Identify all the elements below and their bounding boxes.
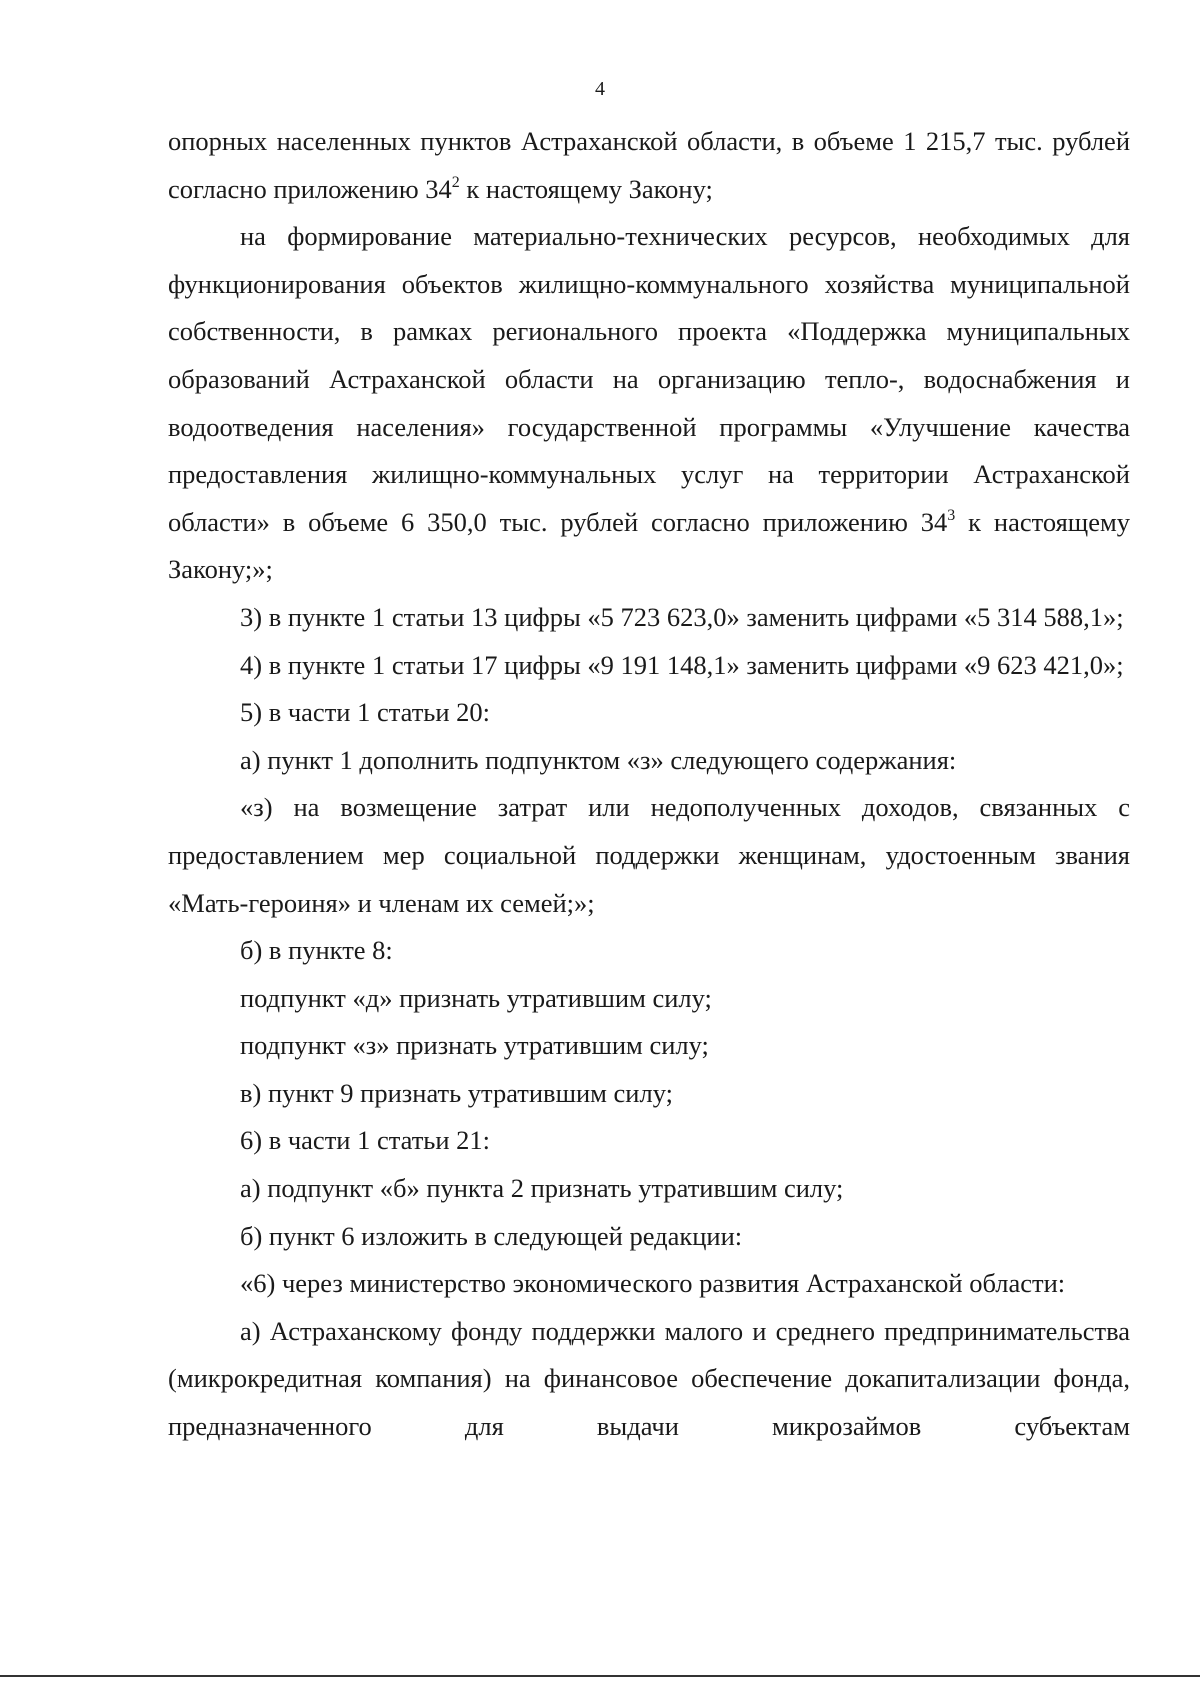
document-body xyxy=(168,118,1130,1451)
paragraph: в) пункт 9 признать утратившим силу; xyxy=(240,1077,673,1108)
paragraph: б) в пункте 8: xyxy=(240,935,393,966)
paragraph: 5) в части 1 статьи 20: xyxy=(240,697,491,728)
page-number: 4 xyxy=(595,78,605,100)
paragraph: а) Астраханскому фонду поддержки малого и среднего предпринимательства (микрокредитная компания) на финансовое обеспечение докапитализации фонда, предназначенного для выдачи микрозаймов субъектам xyxy=(168,1315,1130,1442)
paragraph: б) пункт 6 изложить в следующей редакции: xyxy=(240,1220,743,1251)
paragraph: а) подпункт «б» пункта 2 признать утратившим силу; xyxy=(240,1173,844,1204)
paragraph: 3) в пункте 1 статьи 13 цифры «5 723 623,0» заменить цифрами «5 314 588,1»; xyxy=(240,601,1124,632)
paragraph: опорных населенных пунктов Астраханской области, в объеме 1 215,7 тыс. рублей согласно приложению $34^2$ к настоящему Закону; xyxy=(168,126,1130,204)
bottom-divider xyxy=(0,1675,1200,1677)
paragraph: 6) в части 1 статьи 21: xyxy=(240,1125,491,1156)
superscript: 3 xyxy=(947,506,956,524)
paragraph: 4) в пункте 1 статьи 17 цифры «9 191 148,1» заменить цифрами «9 623 421,0»; xyxy=(240,649,1124,680)
paragraph: «з) на возмещение затрат или недополученных доходов, связанных с предоставлением мер социальной поддержки женщинам, удостоенным звания «Мать-героиня» и членам их семей;»; xyxy=(168,792,1130,918)
paragraph: подпункт «з» признать утратившим силу; xyxy=(240,1030,709,1061)
paragraph: а) пункт 1 дополнить подпунктом «з» следующего содержания: xyxy=(240,744,957,775)
paragraph: «6) через министерство экономического развития Астраханской области: xyxy=(240,1268,1066,1299)
paragraph: на формирование материально-технических ресурсов, необходимых для функционирования объектов жилищно-коммунального хозяйства муниципальной собственности, в рамках регионального проекта «Поддержка муниципальных образований Астраханской области на организацию тепло-, водоснабжения и водоотведения населения» государственной программы «Улучшение качества предоставления жилищно-коммунальных услуг на территории Астраханской области» в объеме 6 350,0 тыс. рублей согласно приложению $34^3$ к настоящему Закону;»; xyxy=(168,221,1130,585)
superscript: 2 xyxy=(451,173,460,191)
paragraph: подпункт «д» признать утратившим силу; xyxy=(240,982,712,1013)
